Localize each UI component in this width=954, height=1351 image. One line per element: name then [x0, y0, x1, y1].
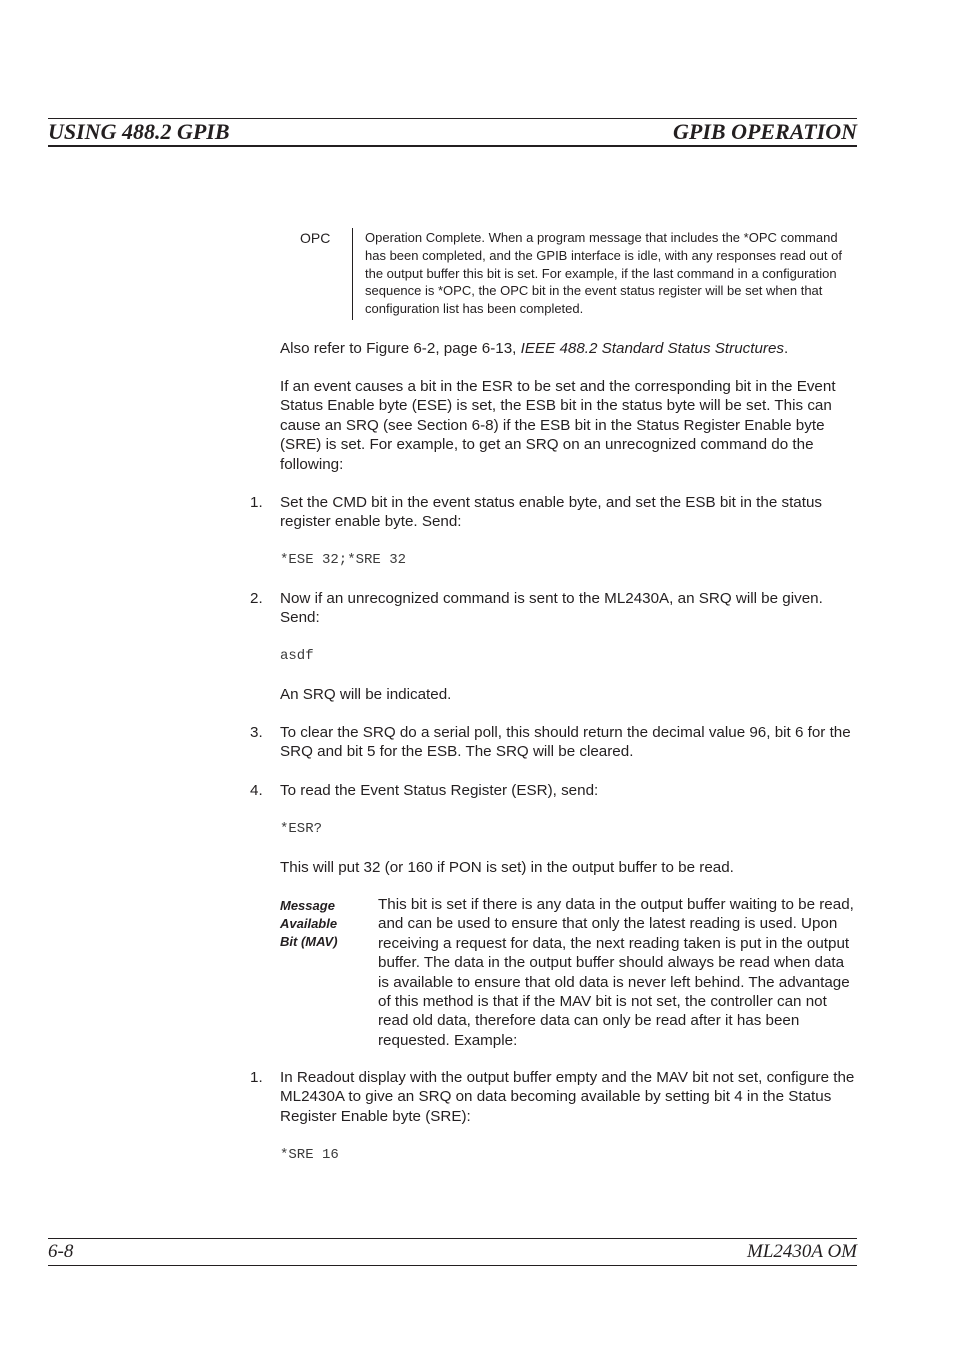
- chapter-title: GPIB OPERATION: [673, 119, 857, 144]
- section-title: USING 488.2 GPIB: [48, 119, 230, 144]
- step-number: 1.: [250, 1069, 263, 1086]
- mav-term: [280, 897, 372, 951]
- opc-definition: Operation Complete. When a program message that includes the *OPC command has been completed, and the GPIB interface is idle, with any responses read out of the output buffer this bit is set. For example, if the last command in a configuration sequence is *OPC, the OPC bit in the event status register will be set when that configuration list has been completed.: [365, 230, 842, 317]
- step-text: In Readout display with the output buffer empty and the MAV bit not set, configure the ML2430A to give an SRQ on data becoming available by setting bit 4 in the Status Register Enable byte (SRE):: [280, 1069, 855, 1125]
- step-note: An SRQ will be indicated.: [280, 686, 452, 703]
- mav-term-line: Message: [280, 898, 335, 913]
- code-line: *ESR?: [280, 821, 323, 837]
- step-text: To read the Event Status Register (ESR), send:: [280, 782, 599, 799]
- esr-paragraph: If an event causes a bit in the ESR to be set and the corresponding bit in the Event Status Enable byte (ESE) is set, the ESB bit in the status byte will be set. This can cause an SRQ (see Section 6-8) if the ESB bit in the Status Register Enable byte (SRE) is set. For example, to get an SRQ on an unrecognized command do the following:: [280, 378, 836, 473]
- step-number: 4.: [250, 782, 263, 799]
- step-number: 1.: [250, 494, 263, 511]
- footer-rule-top: [48, 1238, 857, 1239]
- code-line: asdf: [280, 648, 314, 664]
- mav-term-line: Available: [280, 916, 338, 931]
- refer-figure-title: IEEE 488.2 Standard Status Structures: [520, 340, 785, 357]
- mav-definition: This bit is set if there is any data in the output buffer waiting to be read, and can be used to ensure that only the latest reading is used. Upon receiving a request for data, the next reading taken is put in the output buffer. The data in the output buffer should always be read when data is available to ensure that old data is never left behind. The advantage of this method is that if the MAV bit is not set, the controller can not read old data, therefore data can only be read after it has been requested. Example:: [378, 896, 854, 1049]
- step-text: Now if an unrecognized command is sent to the ML2430A, an SRQ will be given. Send:: [280, 590, 823, 627]
- step-number: 3.: [250, 724, 263, 741]
- code-line: *SRE 16: [280, 1147, 339, 1163]
- footer-rule-bottom: [48, 1265, 857, 1266]
- mav-term-line: Bit (MAV): [280, 934, 338, 949]
- step-text: Set the CMD bit in the event status enable byte, and set the ESB bit in the status register enable byte. Send:: [280, 494, 823, 531]
- refer-suffix: .: [784, 340, 789, 357]
- header-rule-bottom: [48, 145, 857, 147]
- opc-term: OPC: [300, 230, 331, 246]
- definition-divider: [352, 228, 353, 320]
- refer-paragraph: [280, 339, 858, 358]
- step-note: This will put 32 (or 160 if PON is set) in the output buffer to be read.: [280, 859, 734, 876]
- step-number: 2.: [250, 590, 263, 607]
- refer-prefix: Also refer to Figure 6-2, page 6-13,: [280, 340, 521, 357]
- code-line: *ESE 32;*SRE 32: [280, 552, 407, 568]
- page-number: 6-8: [48, 1241, 74, 1262]
- document-title: ML2430A OM: [747, 1241, 857, 1262]
- step-text: To clear the SRQ do a serial poll, this should return the decimal value 96, bit 6 for the SRQ and bit 5 for the ESB. The SRQ will be cleared.: [280, 724, 851, 761]
